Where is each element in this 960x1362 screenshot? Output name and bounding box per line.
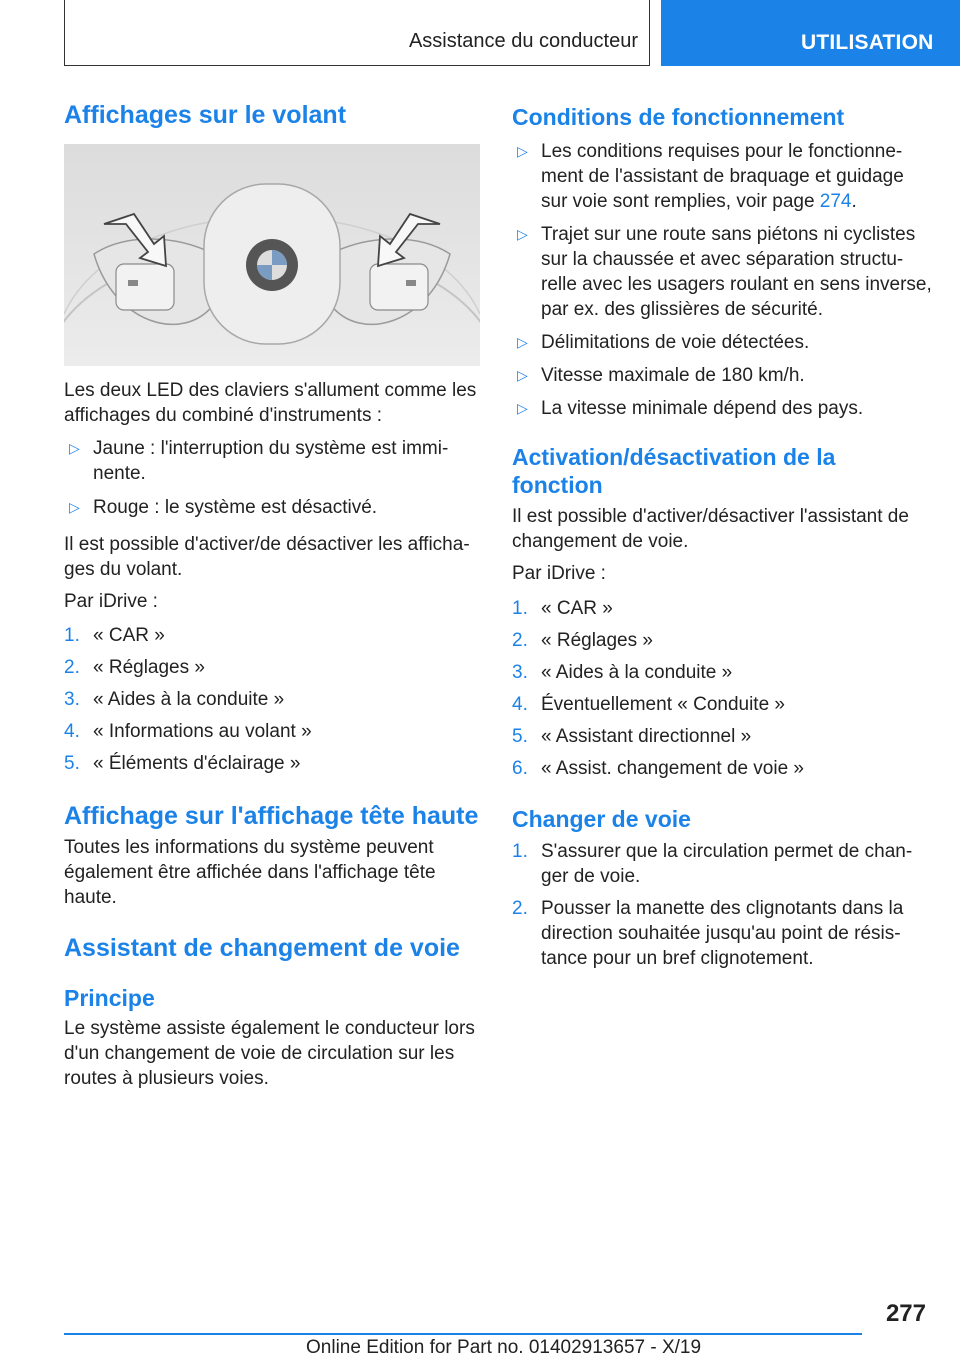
- steering-wheel-illustration: [64, 144, 480, 366]
- idrive-steps: [64, 623, 480, 776]
- triangle-bullet-icon: ▷: [517, 334, 528, 350]
- list-item: 5. « Éléments d'éclairage »: [64, 753, 301, 774]
- page-link[interactable]: 274: [819, 191, 852, 212]
- list-item: 1. S'assurer que la circulation permet de changer de voie.: [512, 841, 913, 887]
- led-list: [64, 436, 480, 520]
- triangle-bullet-icon: ▷: [69, 499, 80, 515]
- list-item: 4. Éventuellement « Conduite »: [512, 694, 785, 715]
- list-item: 2. « Réglages »: [512, 630, 653, 651]
- list-item: 3. « Aides à la conduite »: [64, 689, 285, 710]
- list-item: ▷ Jaune : l'interruption du système est imminente.: [69, 438, 449, 484]
- list-item: 2. « Réglages »: [64, 657, 205, 678]
- idrive-label: Par iDrive :: [512, 563, 606, 584]
- list-item: 5. « Assistant directionnel »: [512, 726, 752, 747]
- footer-divider: [64, 1333, 862, 1335]
- list-item: ▷ Rouge : le système est désactivé.: [69, 497, 378, 518]
- triangle-bullet-icon: ▷: [517, 400, 528, 416]
- page-number: 277: [885, 1300, 926, 1327]
- left-column: [64, 100, 480, 1091]
- heading-hud: Affichage sur l'affichage tête haute: [64, 802, 479, 830]
- possible-paragraph: Il est possible d'activer/de désactiver les affichages du volant.: [64, 534, 470, 580]
- hud-paragraph: Toutes les informations du système peuvent également être affichée dans l'affichage tête haute.: [64, 837, 436, 908]
- led-paragraph: Les deux LED des claviers s'allument comme les affichages du combiné d'instruments :: [64, 380, 477, 426]
- list-item: ▷ Trajet sur une route sans piétons ni cyclistes sur la chaussée et avec séparation structurelle avec les usagers roulant en sens inverse, par ex. des glissières de sécurité.: [517, 224, 932, 320]
- list-item: 6. « Assist. changement de voie »: [512, 758, 804, 779]
- list-item: 2. Pousser la manette des clignotants dans la direction souhaitée jusqu'au point de résistance pour un bref clignotement.: [512, 898, 904, 969]
- triangle-bullet-icon: ▷: [69, 440, 80, 456]
- activation-steps: [512, 596, 932, 781]
- list-item: ▷ Les conditions requises pour le fonctionnement de l'assistant de braquage et guidage sur voie sont remplies, voir page 274.: [517, 141, 904, 212]
- conditions-list: [512, 139, 932, 421]
- chapter-tab[interactable]: UTILISATION: [661, 0, 960, 66]
- section-title: Assistance du conducteur: [408, 30, 638, 52]
- heading-principe: Principe: [64, 985, 155, 1011]
- list-item: ▷ Délimitations de voie détectées.: [517, 332, 810, 353]
- heading-conditions: Conditions de fonctionnement: [512, 104, 845, 130]
- triangle-bullet-icon: ▷: [517, 226, 528, 242]
- heading-activation: Activation/désactivation de la fonction: [512, 444, 836, 498]
- page-header: [0, 0, 960, 66]
- list-item: 3. « Aides à la conduite »: [512, 662, 733, 683]
- list-item: 4. « Informations au volant »: [64, 721, 312, 742]
- activation-paragraph: Il est possible d'activer/désactiver l'assistant de changement de voie.: [512, 506, 909, 552]
- idrive-label: Par iDrive :: [64, 591, 158, 612]
- triangle-bullet-icon: ▷: [517, 143, 528, 159]
- edition-note: Online Edition for Part no. 01402913657 - X/19: [306, 1337, 702, 1358]
- list-item: ▷ La vitesse minimale dépend des pays.: [517, 398, 864, 419]
- heading-volant: Affichages sur le volant: [64, 101, 347, 129]
- list-item: 1. « CAR »: [64, 625, 165, 646]
- heading-changer: Changer de voie: [512, 806, 691, 832]
- steering-wheel-figure: [64, 144, 480, 366]
- right-column: [512, 103, 932, 971]
- changer-steps: [512, 839, 932, 971]
- heading-lane-assistant: Assistant de changement de voie: [64, 934, 460, 962]
- list-item: 1. « CAR »: [512, 598, 613, 619]
- triangle-bullet-icon: ▷: [517, 367, 528, 383]
- list-item: ▷ Vitesse maximale de 180 km/h.: [517, 365, 805, 386]
- principe-paragraph: Le système assiste également le conducteur lors d'un changement de voie de circulation sur les routes à plusieurs voies.: [64, 1018, 475, 1089]
